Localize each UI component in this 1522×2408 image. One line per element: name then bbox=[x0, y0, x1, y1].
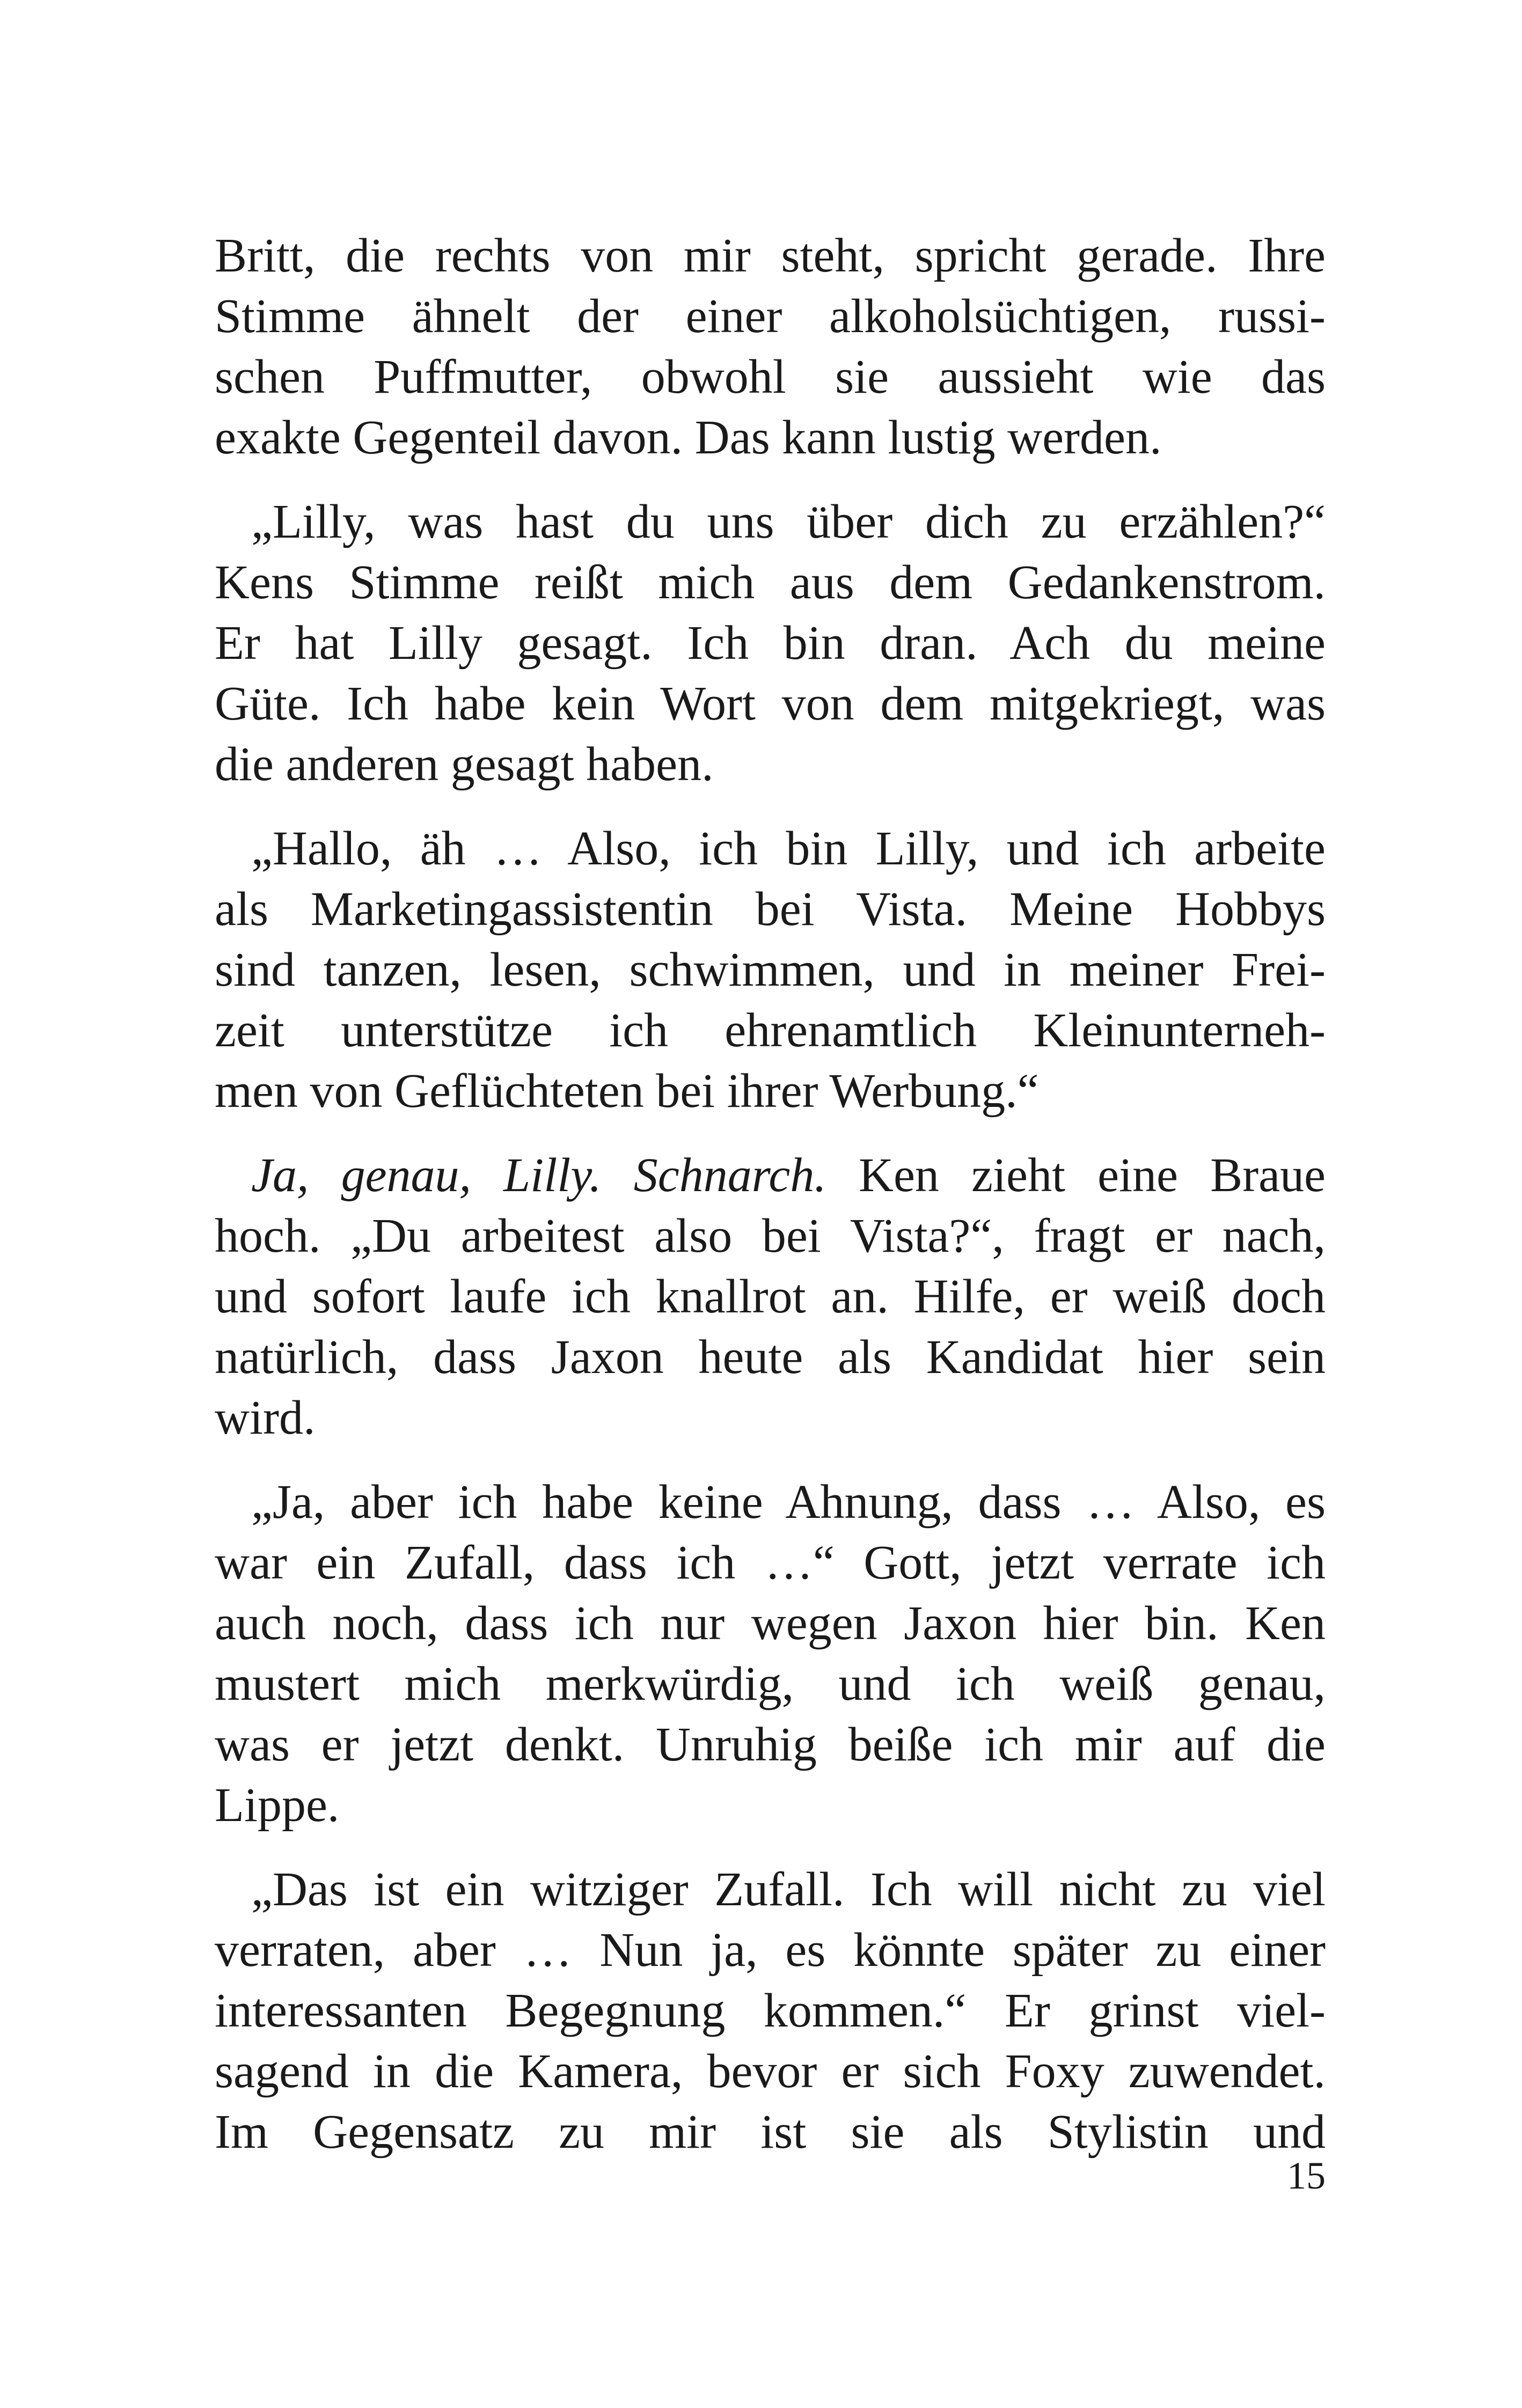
text-line: hoch. „Du arbeitest also bei Vista?“, fragt er nach, bbox=[215, 1209, 1326, 1262]
paragraph bbox=[215, 1472, 1326, 1836]
text-line: verraten, aber … Nun ja, es könnte später zu einer bbox=[215, 1924, 1326, 1977]
text-line: was er jetzt denkt. Unruhig beiße ich mir auf die bbox=[215, 1718, 1326, 1771]
paragraph bbox=[215, 225, 1326, 468]
text-line: Im Gegensatz zu mir ist sie als Stylistin und bbox=[215, 2105, 1326, 2159]
text-line: „Das ist ein witziger Zufall. Ich will nicht zu viel bbox=[251, 1863, 1326, 1916]
text-line: und sofort laufe ich knallrot an. Hilfe, er weiß doch bbox=[215, 1270, 1326, 1323]
italic-thought: Ja, genau, Lilly. Schnarch. bbox=[251, 1149, 826, 1202]
paragraph bbox=[215, 1859, 1326, 2162]
text-line: Kens Stimme reißt mich aus dem Gedankenstrom. bbox=[215, 556, 1326, 609]
text-line: Güte. Ich habe kein Wort von dem mitgekriegt, was bbox=[215, 677, 1326, 730]
text-segment: Ken zieht eine Braue bbox=[826, 1149, 1326, 1202]
paragraph bbox=[215, 1145, 1326, 1448]
text-line: wird. bbox=[215, 1391, 316, 1444]
paragraph bbox=[215, 818, 1326, 1121]
text-line: als Marketingassistentin bei Vista. Meine Hobbys bbox=[215, 883, 1326, 936]
text-line bbox=[215, 1145, 1326, 1206]
text-line: auch noch, dass ich nur wegen Jaxon hier bin. Ken bbox=[215, 1597, 1326, 1650]
text-line: „Hallo, äh … Also, ich bin Lilly, und ich arbeite bbox=[251, 822, 1326, 875]
text-line: Britt, die rechts von mir steht, spricht gerade. Ihre bbox=[215, 229, 1326, 282]
text-line: mustert mich merkwürdig, und ich weiß genau, bbox=[215, 1657, 1326, 1710]
text-line: sind tanzen, lesen, schwimmen, und in meiner Frei- bbox=[215, 943, 1326, 996]
text-line: Er hat Lilly gesagt. Ich bin dran. Ach du meine bbox=[215, 616, 1326, 670]
text-line: schen Puffmutter, obwohl sie aussieht wie das bbox=[215, 350, 1326, 403]
body-text bbox=[215, 225, 1326, 2186]
text-line: zeit unterstütze ich ehrenamtlich Kleinunterneh- bbox=[215, 1004, 1326, 1057]
text-line: sagend in die Kamera, bevor er sich Foxy zuwendet. bbox=[215, 2045, 1326, 2098]
text-line: exakte Gegenteil davon. Das kann lustig werden. bbox=[215, 411, 1162, 464]
text-line: Lippe. bbox=[215, 1779, 340, 1832]
text-line: die anderen gesagt haben. bbox=[215, 738, 714, 791]
text-line: „Ja, aber ich habe keine Ahnung, dass … Also, es bbox=[251, 1475, 1326, 1529]
text-line: Stimme ähnelt der einer alkoholsüchtigen, russi- bbox=[215, 290, 1326, 343]
text-line: interessanten Begegnung kommen.“ Er grinst viel- bbox=[215, 1984, 1326, 2037]
text-line: natürlich, dass Jaxon heute als Kandidat hier sein bbox=[215, 1331, 1326, 1384]
text-line: war ein Zufall, dass ich …“ Gott, jetzt verrate ich bbox=[215, 1536, 1326, 1589]
paragraph bbox=[215, 491, 1326, 795]
page-number: 15 bbox=[1287, 2154, 1326, 2197]
text-line: men von Geflüchteten bei ihrer Werbung.“ bbox=[215, 1064, 1039, 1118]
text-line: „Lilly, was hast du uns über dich zu erzählen?“ bbox=[251, 495, 1326, 548]
